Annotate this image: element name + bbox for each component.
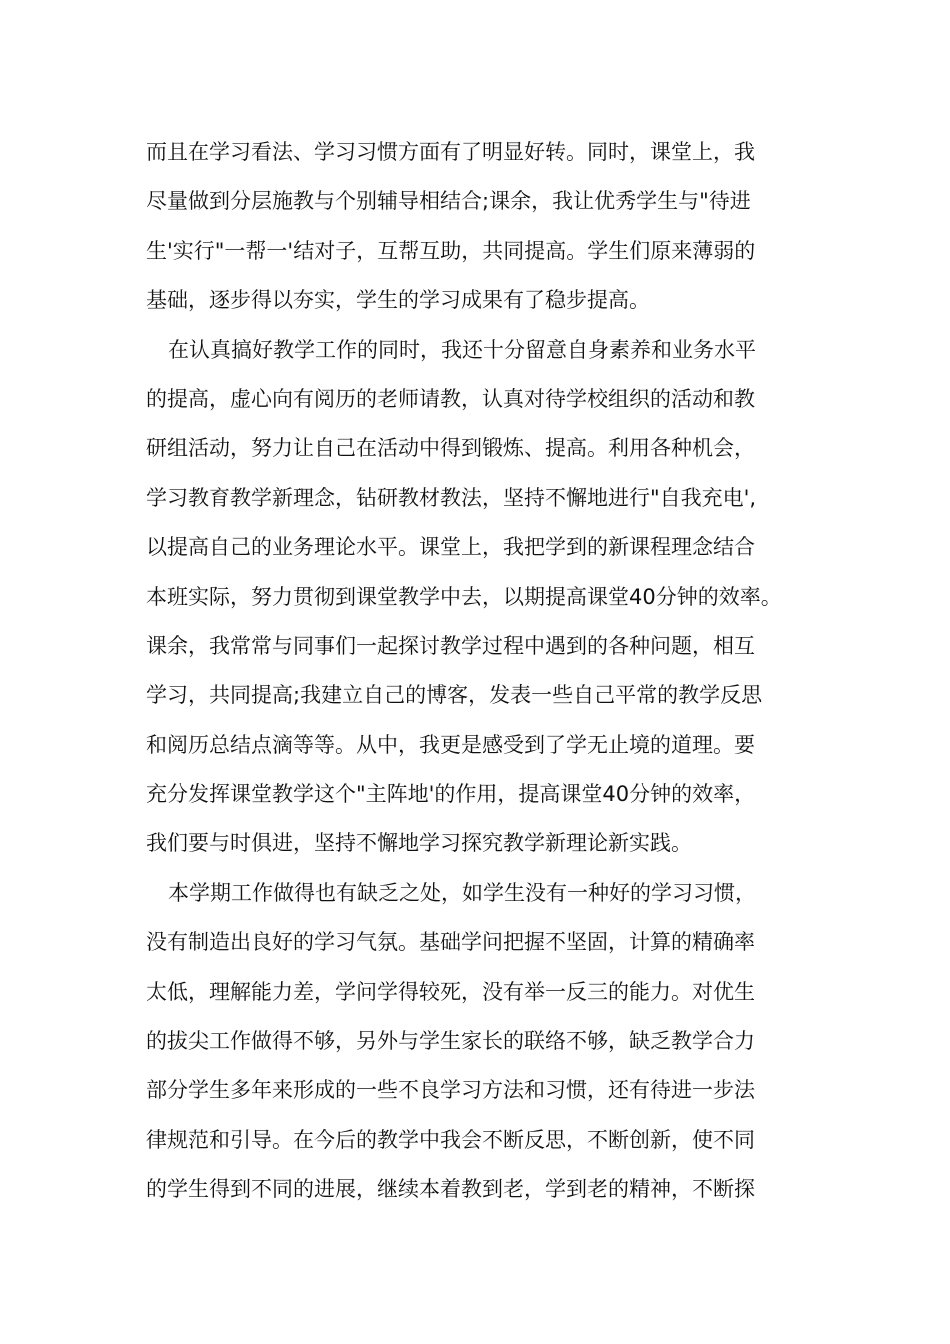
- text-line: 的拔尖工作做得不够，另外与学生家长的联络不够，缺乏教学合力: [146, 1029, 755, 1054]
- text-line: 生'实行"一帮一'结对子，互帮互助，共同提高。学生们原来薄弱的: [146, 238, 756, 263]
- text-line: 基础，逐步得以夯实，学生的学习成果有了稳步提高。: [146, 288, 650, 313]
- text-line: 研组活动，努力让自己在活动中得到锻炼、提高。利用各种机会，: [146, 436, 755, 461]
- text-line: 学习教育教学新理念，钻研教材教法，坚持不懈地进行"自我充电',: [146, 485, 757, 510]
- text-line: 和阅历总结点滴等等。从中，我更是感受到了学无止境的道理。要: [146, 732, 755, 757]
- body-text: [146, 128, 826, 1215]
- text-line: 学习，共同提高;我建立自己的博客，发表一些自己平常的教学反思: [146, 683, 763, 708]
- text-line: 没有制造出良好的学习气氛。基础学问把握不坚固，计算的精确率: [146, 930, 755, 955]
- text-line: 的学生得到不同的进展，继续本着教到老，学到老的精神，不断探: [146, 1177, 755, 1202]
- text-line: 本班实际，努力贯彻到课堂教学中去，以期提高课堂40分钟的效率。: [146, 584, 782, 609]
- paragraph-start-line: 本学期工作做得也有缺乏之处，如学生没有一种好的学习习惯，: [168, 880, 756, 905]
- text-line: 部分学生多年来形成的一些不良学习方法和习惯，还有待进一步法: [146, 1078, 755, 1103]
- text-line: 我们要与时俱进，坚持不懈地学习探究教学新理论新实践。: [146, 831, 692, 856]
- text-line: 的提高，虚心向有阅历的老师请教，认真对待学校组织的活动和教: [146, 386, 755, 411]
- text-line: 课余，我常常与同事们一起探讨教学过程中遇到的各种问题，相互: [146, 633, 755, 658]
- text-line: 尽量做到分层施教与个别辅导相结合;课余，我让优秀学生与"待进: [146, 189, 751, 214]
- text-line: 而且在学习看法、学习习惯方面有了明显好转。同时，课堂上，我: [146, 140, 755, 164]
- text-line: 以提高自己的业务理论水平。课堂上，我把学到的新课程理念结合: [146, 535, 755, 560]
- paragraph-start-line: 在认真搞好教学工作的同时，我还十分留意自身素养和业务水平: [168, 337, 756, 362]
- text-line: 太低，理解能力差，学问学得较死，没有举一反三的能力。对优生: [146, 979, 755, 1004]
- text-line: 充分发挥课堂教学这个"主阵地'的作用，提高课堂40分钟的效率，: [146, 782, 756, 807]
- text-line: 律规范和引导。在今后的教学中我会不断反思，不断创新，使不同: [146, 1127, 755, 1152]
